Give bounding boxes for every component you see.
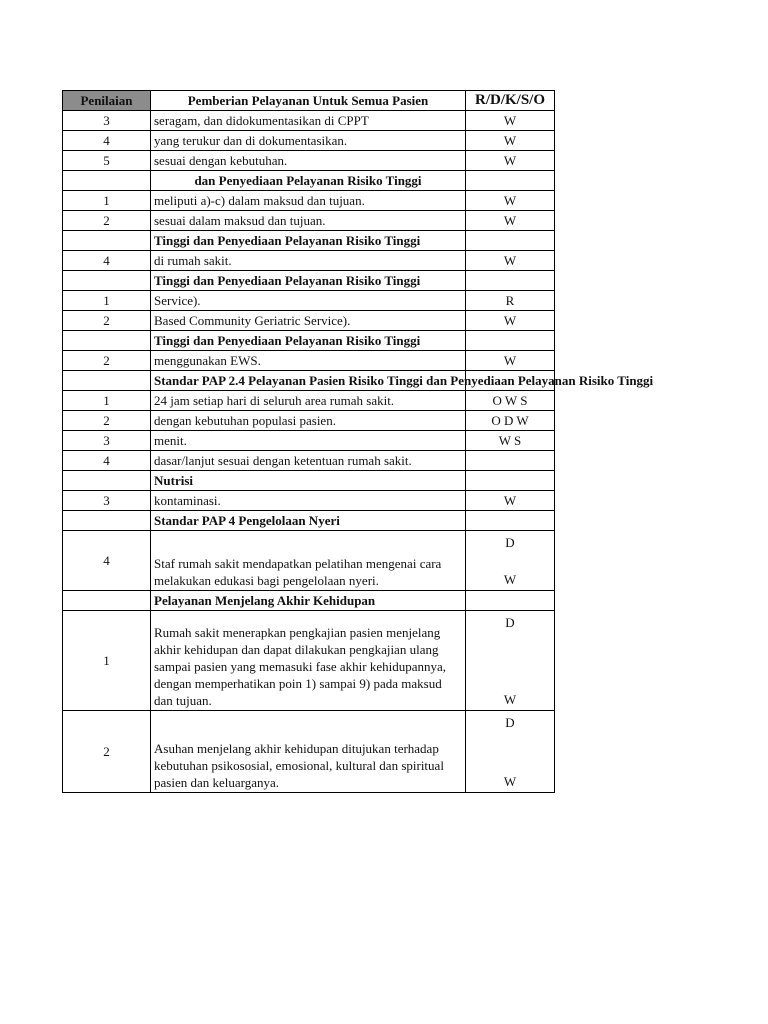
element-text: dengan kebutuhan populasi pasien. [151, 411, 466, 431]
section-title: Tinggi dan Penyediaan Pelayanan Risiko Tinggi [151, 271, 466, 291]
section-row [63, 511, 555, 531]
number-cell [63, 511, 151, 531]
rdkso-code [466, 611, 555, 711]
code-cell [466, 591, 555, 611]
rdkso-code: W [466, 251, 555, 271]
number-cell [63, 371, 151, 391]
table-row [63, 411, 555, 431]
code-cell [466, 171, 555, 191]
rdkso-code: W [466, 131, 555, 151]
table-row [63, 111, 555, 131]
section-title: Tinggi dan Penyediaan Pelayanan Risiko Tinggi [151, 231, 466, 251]
section-row [63, 471, 555, 491]
code-cell [466, 511, 555, 531]
assessment-number: 4 [63, 451, 151, 471]
code-cell [466, 331, 555, 351]
element-text: Rumah sakit menerapkan pengkajian pasien menjelang akhir kehidupan dan dapat dilakukan pengkajian ulang sampai pasien yang memasuki fase akhir kehidupannya, dengan memperhatikan poin 1) sampai 9) pada maksud dan tujuan. [151, 611, 466, 711]
number-cell [63, 231, 151, 251]
rdkso-code [466, 531, 555, 591]
rdkso-code [466, 451, 555, 471]
element-text: seragam, dan didokumentasikan di CPPT [151, 111, 466, 131]
header-rdkso: R/D/K/S/O [466, 91, 555, 111]
element-text: di rumah sakit. [151, 251, 466, 271]
assessment-number: 4 [63, 531, 151, 591]
rdkso-code: W [466, 491, 555, 511]
assessment-table [62, 90, 654, 793]
section-title: Standar PAP 2.4 Pelayanan Pasien Risiko Tinggi dan Penyediaan Pelayanan Risiko Tinggi [151, 371, 466, 391]
assessment-number: 2 [63, 351, 151, 371]
rdkso-code: W [466, 151, 555, 171]
assessment-number: 4 [63, 251, 151, 271]
section-row [63, 271, 555, 291]
code-top: D [505, 615, 515, 630]
section-row [63, 231, 555, 251]
section-title: Standar PAP 4 Pengelolaan Nyeri [151, 511, 466, 531]
section-row [63, 371, 555, 391]
code-bottom: W [503, 774, 517, 789]
assessment-number: 3 [63, 431, 151, 451]
table-row [63, 351, 555, 371]
section-title: Tinggi dan Penyediaan Pelayanan Risiko Tinggi [151, 331, 466, 351]
assessment-number: 2 [63, 411, 151, 431]
element-text: Staf rumah sakit mendapatkan pelatihan mengenai cara melakukan edukasi bagi pengelolaan nyeri. [151, 531, 466, 591]
code-cell [466, 271, 555, 291]
code-cell [466, 471, 555, 491]
table-row [63, 611, 555, 711]
code-bottom: W [503, 572, 517, 587]
element-text: Based Community Geriatric Service). [151, 311, 466, 331]
table-row [63, 451, 555, 471]
number-cell [63, 471, 151, 491]
header-row [63, 91, 555, 111]
spreadsheet-page [62, 90, 654, 793]
header-pelayanan: Pemberian Pelayanan Untuk Semua Pasien [151, 91, 466, 111]
assessment-number: 5 [63, 151, 151, 171]
number-cell [63, 591, 151, 611]
section-title: dan Penyediaan Pelayanan Risiko Tinggi [151, 171, 466, 191]
rdkso-code: W [466, 111, 555, 131]
element-text: menit. [151, 431, 466, 451]
assessment-number: 1 [63, 291, 151, 311]
rdkso-code: W [466, 191, 555, 211]
element-text: menggunakan EWS. [151, 351, 466, 371]
table-row [63, 311, 555, 331]
section-title: Nutrisi [151, 471, 466, 491]
table-row [63, 191, 555, 211]
code-cell [466, 231, 555, 251]
number-cell [63, 271, 151, 291]
number-cell [63, 331, 151, 351]
rdkso-code: O D W [466, 411, 555, 431]
assessment-number: 2 [63, 311, 151, 331]
rdkso-code: W [466, 351, 555, 371]
code-bottom: W [503, 692, 517, 707]
section-row [63, 331, 555, 351]
assessment-number: 2 [63, 711, 151, 793]
assessment-number: 2 [63, 211, 151, 231]
element-text: kontaminasi. [151, 491, 466, 511]
code-top: D [505, 535, 515, 550]
rdkso-code: W [466, 311, 555, 331]
element-text: sesuai dengan kebutuhan. [151, 151, 466, 171]
rdkso-code: W S [466, 431, 555, 451]
table-row [63, 211, 555, 231]
assessment-number: 1 [63, 391, 151, 411]
assessment-number: 3 [63, 111, 151, 131]
table-row [63, 291, 555, 311]
element-text: meliputi a)-c) dalam maksud dan tujuan. [151, 191, 466, 211]
table-row [63, 711, 555, 793]
section-row [63, 171, 555, 191]
rdkso-code: O W S [466, 391, 555, 411]
element-text: Asuhan menjelang akhir kehidupan ditujukan terhadap kebutuhan psikososial, emosional, kultural dan spiritual pasien dan keluarganya. [151, 711, 466, 793]
section-title: Pelayanan Menjelang Akhir Kehidupan [151, 591, 466, 611]
table-body [63, 111, 654, 793]
table-row [63, 151, 555, 171]
assessment-number: 4 [63, 131, 151, 151]
element-text: 24 jam setiap hari di seluruh area rumah sakit. [151, 391, 466, 411]
element-text: dasar/lanjut sesuai dengan ketentuan rumah sakit. [151, 451, 466, 471]
rdkso-code: W [466, 211, 555, 231]
table-row [63, 251, 555, 271]
assessment-number: 3 [63, 491, 151, 511]
element-text: Service). [151, 291, 466, 311]
rdkso-code [466, 711, 555, 793]
header-penilaian: Penilaian [63, 91, 151, 111]
assessment-number: 1 [63, 611, 151, 711]
table-row [63, 491, 555, 511]
table-row [63, 131, 555, 151]
element-text: yang terukur dan di dokumentasikan. [151, 131, 466, 151]
rdkso-code: R [466, 291, 555, 311]
assessment-number: 1 [63, 191, 151, 211]
code-top: D [505, 715, 515, 730]
table-row [63, 431, 555, 451]
table-row [63, 391, 555, 411]
section-row [63, 591, 555, 611]
element-text: sesuai dalam maksud dan tujuan. [151, 211, 466, 231]
table-row [63, 531, 555, 591]
number-cell [63, 171, 151, 191]
